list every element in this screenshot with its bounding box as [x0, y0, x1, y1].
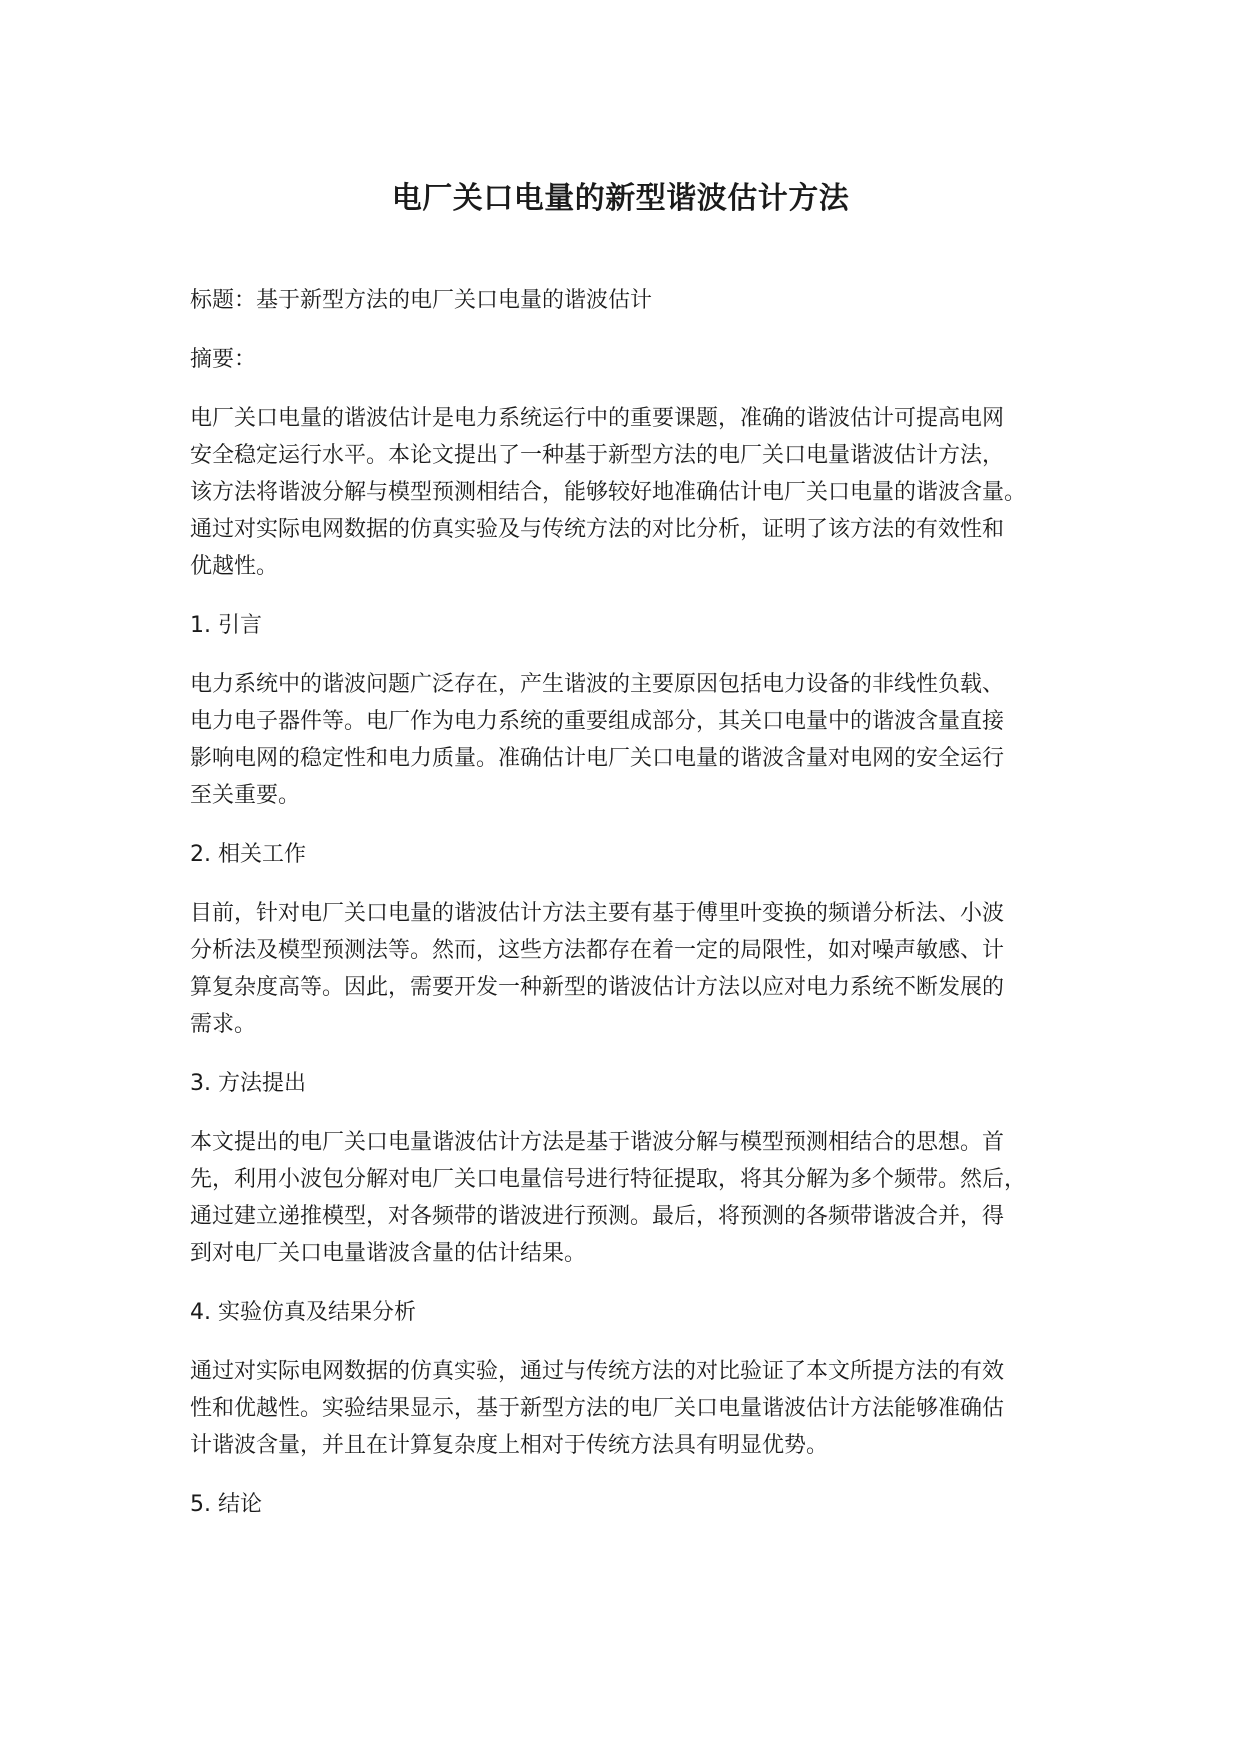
paragraph-line: 通过对实际电网数据的仿真实验，通过与传统方法的对比验证了本文所提方法的有效 [190, 1359, 1005, 1384]
paragraph-line: 安全稳定运行水平。本论文提出了一种基于新型方法的电厂关口电量谐波估计方法， [190, 443, 1005, 468]
paragraph-line: 性和优越性。实验结果显示，基于新型方法的电厂关口电量谐波估计方法能够准确估 [190, 1396, 1005, 1421]
section-heading-text: 5. 结论 [190, 1492, 262, 1517]
section-heading-text: 4. 实验仿真及结果分析 [190, 1300, 416, 1325]
subtitle-line [190, 282, 1090, 319]
section-heading [190, 836, 1090, 873]
abstract-label-text: 摘要： [190, 347, 257, 372]
paragraph-line: 通过建立递推模型，对各频带的谐波进行预测。最后，将预测的各频带谐波合并，得 [190, 1204, 1005, 1229]
paragraph-line: 先，利用小波包分解对电厂关口电量信号进行特征提取，将其分解为多个频带。然后， [190, 1167, 1027, 1192]
paragraph-line: 需求。 [190, 1012, 257, 1037]
section-heading [190, 1294, 1090, 1331]
paragraph-line: 电力电子器件等。电厂作为电力系统的重要组成部分，其关口电量中的谐波含量直接 [190, 709, 1005, 734]
paragraph-line: 通过对实际电网数据的仿真实验及与传统方法的对比分析，证明了该方法的有效性和 [190, 517, 1005, 542]
section-paragraph [190, 895, 1090, 1043]
abstract-paragraph [190, 400, 1090, 585]
section-paragraph [190, 1124, 1090, 1272]
paragraph-line: 电厂关口电量的谐波估计是电力系统运行中的重要课题，准确的谐波估计可提高电网 [190, 406, 1005, 431]
section-heading-text: 3. 方法提出 [190, 1071, 306, 1096]
section-heading [190, 1065, 1090, 1102]
paragraph-line: 目前，针对电厂关口电量的谐波估计方法主要有基于傅里叶变换的频谱分析法、小波 [190, 901, 1005, 926]
section-paragraph [190, 1353, 1090, 1464]
paragraph-line: 算复杂度高等。因此，需要开发一种新型的谐波估计方法以应对电力系统不断发展的 [190, 975, 1005, 1000]
section-heading-text: 1. 引言 [190, 613, 262, 638]
paragraph-line: 优越性。 [190, 554, 279, 579]
section-heading-text: 2. 相关工作 [190, 842, 306, 867]
section-heading [190, 607, 1090, 644]
section-heading [190, 1486, 1090, 1523]
page-title: 电厂关口电量的新型谐波估计方法 [391, 181, 850, 216]
paragraph-line: 影响电网的稳定性和电力质量。准确估计电厂关口电量的谐波含量对电网的安全运行 [190, 746, 1005, 771]
document-body [190, 282, 1090, 1545]
paragraph-line: 本文提出的电厂关口电量谐波估计方法是基于谐波分解与模型预测相结合的思想。首 [190, 1130, 1005, 1155]
paragraph-line: 分析法及模型预测法等。然而，这些方法都存在着一定的局限性，如对噪声敏感、计 [190, 938, 1005, 963]
subtitle-text: 标题：基于新型方法的电厂关口电量的谐波估计 [190, 288, 653, 313]
paragraph-line: 该方法将谐波分解与模型预测相结合，能够较好地准确估计电厂关口电量的谐波含量。 [190, 480, 1027, 505]
section-paragraph [190, 666, 1090, 814]
abstract-label [190, 341, 1090, 378]
paragraph-line: 到对电厂关口电量谐波含量的估计结果。 [190, 1241, 587, 1266]
paragraph-line: 至关重要。 [190, 783, 301, 808]
paragraph-line: 计谐波含量，并且在计算复杂度上相对于传统方法具有明显优势。 [190, 1433, 829, 1458]
paragraph-line: 电力系统中的谐波问题广泛存在，产生谐波的主要原因包括电力设备的非线性负载、 [190, 672, 1005, 697]
